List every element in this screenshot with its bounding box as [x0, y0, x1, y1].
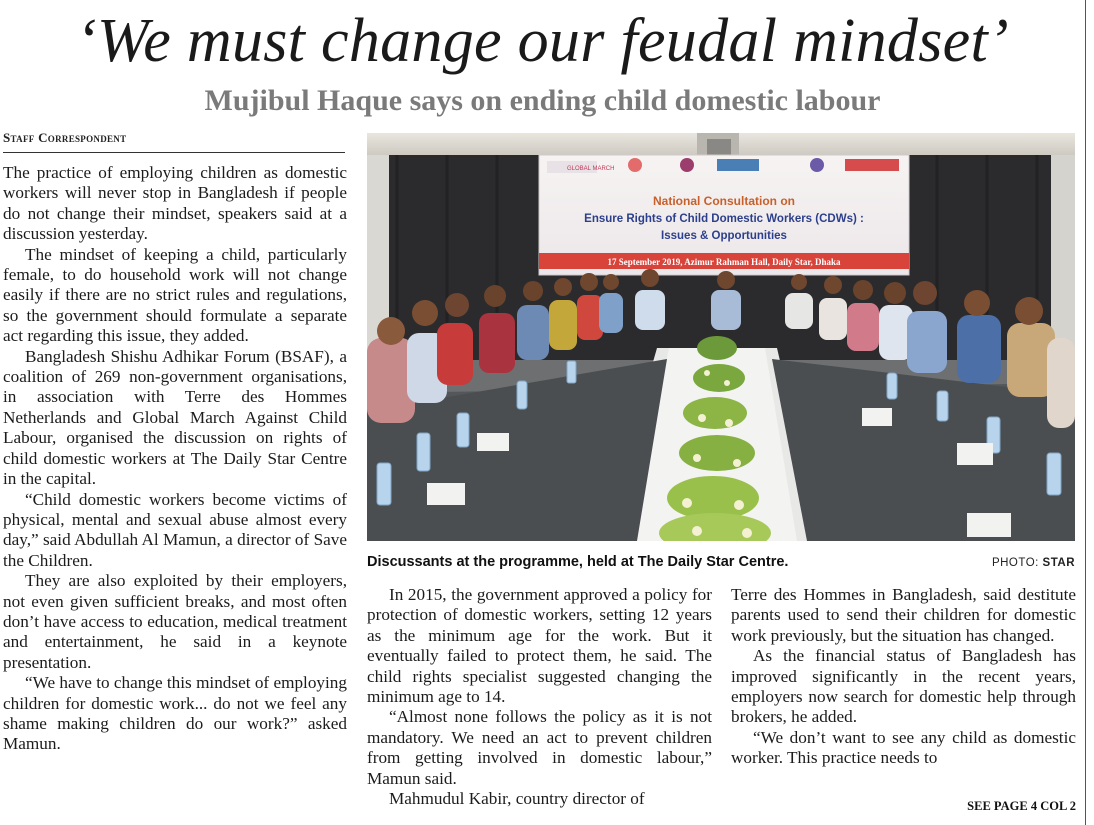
- banner-logo-text: GLOBAL MARCH: [567, 166, 615, 172]
- banner-subtitle-2: Issues & Opportunities: [661, 230, 787, 242]
- banner-footer: 17 September 2019, Azimur Rahman Hall, Daily Star, Dhaka: [607, 257, 841, 267]
- photo-credit-source: STAR: [1042, 557, 1075, 569]
- article-column-3: [731, 585, 1076, 769]
- continuation-jump-line: SEE PAGE 4 COL 2: [967, 799, 1076, 813]
- banner-subtitle: Ensure Rights of Child Domestic Workers (CDWs) :: [584, 213, 864, 225]
- paragraph: Terre des Hommes in Bangladesh, said destitute parents used to send their children for domestic work previously, but the situation has changed.: [731, 585, 1076, 645]
- paragraph: Mahmudul Kabir, country director of: [389, 789, 645, 809]
- paragraph: The mindset of keeping a child, particularly female, to do household work will not change easily if there are no strict rules and regulations, so the government should formulate a separate act regarding this issue, they added.: [3, 244, 347, 346]
- photo-caption: Discussants at the programme, held at The Daily Star Centre.: [367, 554, 789, 570]
- conference-room-illustration: [367, 133, 1075, 541]
- paragraph: They are also exploited by their employers, not even given sufficient breaks, and most often don’t have access to education, medical treatment and entertainment, he said in a keynote presentation.: [3, 571, 347, 672]
- page-edge-rule: [1085, 0, 1086, 825]
- photo-credit-prefix: PHOTO:: [991, 557, 1039, 569]
- paragraph: The practice of employing children as domestic workers will never stop in Bangladesh if people do not change their mindset, speakers said at a discussion yesterday.: [3, 163, 347, 244]
- byline: Staff Correspondent: [3, 130, 345, 153]
- paragraph: Bangladesh Shishu Adhikar Forum (BSAF), a coalition of 269 non-government organisations, in association with Terre des Hommes Netherlands and Global March Against Child Labour, organised the discussion on rights of child domestic workers at The Daily Star Centre in the capital.: [3, 346, 347, 489]
- subheadline: Mujibul Haque says on ending child domestic labour: [204, 84, 881, 117]
- news-photo: [367, 133, 1075, 541]
- paragraph: “We don’t want to see any child as domestic worker. This practice needs to: [731, 727, 1076, 768]
- headline: ‘We must change our feudal mindset’: [76, 7, 1009, 75]
- paragraph: “We have to change this mindset of employing children for domestic work... do not we feel any shame making children do our work?” asked Mamun.: [3, 673, 347, 754]
- banner-title: National Consultation on: [653, 194, 795, 208]
- paragraph: “Child domestic workers become victims of physical, mental and sexual abuse almost every day,” said Abdullah Al Mamun, a director of Save the Children.: [3, 489, 347, 570]
- paragraph: “Almost none follows the policy as it is not mandatory. We need an act to prevent children from getting involved in domestic labour,” Mamun said.: [367, 707, 712, 788]
- article-column-1: [3, 163, 347, 755]
- paragraph: In 2015, the government approved a policy for protection of domestic workers, setting 12 years as the minimum age for the work. But it eventually failed to protect them, he said. The child rights specialist suggested changing the minimum age to 14.: [367, 585, 712, 707]
- article-column-2: [367, 585, 712, 809]
- paragraph: As the financial status of Bangladesh has improved significantly in the recent years, employers now search for domestic help through brokers, he added.: [731, 646, 1076, 727]
- photo-credit: [960, 556, 1075, 570]
